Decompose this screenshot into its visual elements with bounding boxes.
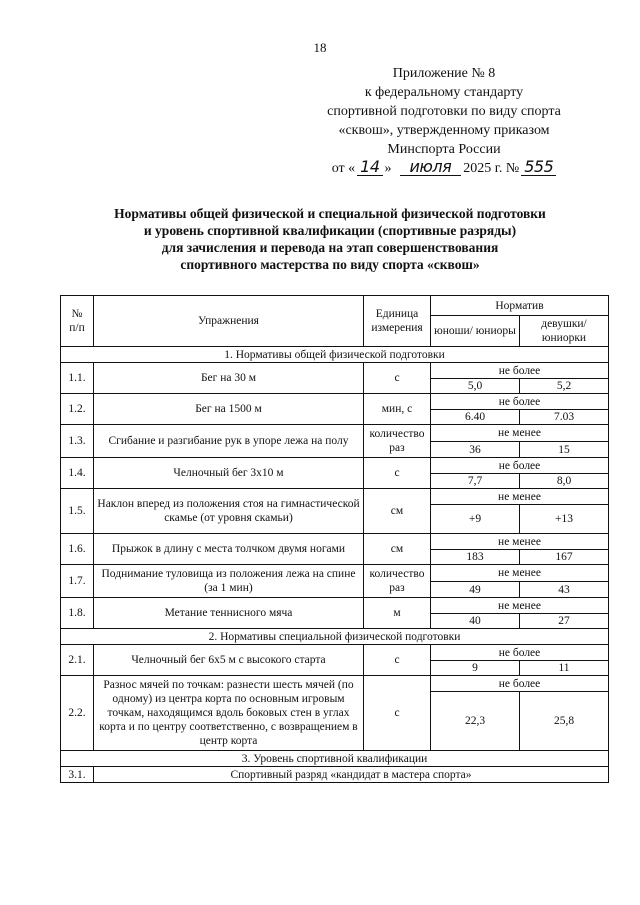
value-boys: 5,0 — [431, 379, 520, 394]
heading-line2: и уровень спортивной квалификации (спортивные разряды) — [143, 223, 517, 238]
table-row — [61, 565, 609, 582]
section-1-title: 1. Нормативы общей физической подготовки — [61, 347, 609, 363]
order-date-line — [294, 159, 594, 178]
date-year: 2025 г. № — [463, 161, 520, 176]
row-number: 1.4. — [61, 458, 94, 489]
criterion: не более — [431, 645, 609, 661]
row-number: 2.2. — [61, 676, 94, 751]
date-prefix: от « — [331, 161, 356, 176]
value-boys: 40 — [431, 614, 520, 629]
criterion: не менее — [431, 489, 609, 505]
row-number: 1.1. — [61, 363, 94, 394]
date-mid: » — [384, 161, 392, 176]
table-row — [61, 534, 609, 550]
table-row — [61, 363, 609, 379]
date-day-handwritten: 14 — [357, 159, 382, 176]
criterion: не менее — [431, 565, 609, 582]
appendix-line2: к федеральному стандарту — [364, 85, 524, 100]
value-girls: 27 — [520, 614, 609, 629]
unit-of-measure: с — [364, 645, 431, 676]
value-girls: 15 — [520, 442, 609, 458]
table-row — [61, 645, 609, 661]
appendix-line3: спортивной подготовки по виду спорта — [327, 104, 561, 119]
table-row — [61, 489, 609, 505]
col-header-exercise: Упражнения — [94, 296, 364, 347]
row-number: 1.2. — [61, 394, 94, 425]
value-boys: +9 — [431, 505, 520, 534]
row-number: 1.5. — [61, 489, 94, 534]
col-header-boys: юноши/ юниоры — [431, 316, 520, 347]
unit-of-measure: с — [364, 676, 431, 751]
value-girls: 5,2 — [520, 379, 609, 394]
table-row — [61, 394, 609, 410]
unit-of-measure: мин, с — [364, 394, 431, 425]
unit-of-measure: см — [364, 534, 431, 565]
heading-line3: для зачисления и перевода на этап совершенствования — [161, 240, 499, 255]
unit-of-measure: с — [364, 458, 431, 489]
col-header-unit: Единица измерения — [364, 296, 431, 347]
row-number: 1.8. — [61, 598, 94, 629]
exercise-name: Челночный бег 6x5 м с высокого старта — [94, 645, 364, 676]
col-header-girls: девушки/ юниорки — [520, 316, 609, 347]
exercise-name: Бег на 1500 м — [94, 394, 364, 425]
value-girls: 25,8 — [520, 692, 609, 751]
exercise-name: Сгибание и разгибание рук в упоре лежа на полу — [94, 425, 364, 458]
unit-of-measure: с — [364, 363, 431, 394]
row-number: 1.3. — [61, 425, 94, 458]
criterion: не менее — [431, 534, 609, 550]
exercise-name: Челночный бег 3x10 м — [94, 458, 364, 489]
row-number: 1.7. — [61, 565, 94, 598]
row-number: 3.1. — [61, 767, 94, 783]
appendix-line5: Минспорта России — [387, 142, 501, 157]
value-girls: +13 — [520, 505, 609, 534]
qualification-text: Спортивный разряд «кандидат в мастера спорта» — [94, 767, 609, 783]
exercise-name: Разнос мячей по точкам: разнести шесть мячей (по одному) из центра корта по основным игровым точкам, находящимся вдоль боковых стен в углах корта и по центру соответственно, с возвращением в центр корта — [94, 676, 364, 751]
table-row — [61, 425, 609, 442]
heading-line4: спортивного мастерства по виду спорта «сквош» — [180, 257, 480, 272]
col-header-norm: Норматив — [431, 296, 609, 316]
appendix-line4: «сквош», утвержденному приказом — [338, 123, 550, 138]
document-heading — [60, 205, 600, 273]
exercise-name: Поднимание туловища из положения лежа на спине (за 1 мин) — [94, 565, 364, 598]
criterion: не более — [431, 676, 609, 692]
appendix-block — [294, 64, 594, 178]
unit-of-measure: м — [364, 598, 431, 629]
unit-of-measure: количество раз — [364, 425, 431, 458]
standards-table — [60, 295, 609, 783]
exercise-name: Наклон вперед из положения стоя на гимнастической скамье (от уровня скамьи) — [94, 489, 364, 534]
heading-line1: Нормативы общей физической и специальной физической подготовки — [114, 206, 546, 221]
value-boys: 6.40 — [431, 410, 520, 425]
page-number: 18 — [313, 40, 327, 55]
criterion: не более — [431, 394, 609, 410]
value-boys: 22,3 — [431, 692, 520, 751]
exercise-name: Прыжок в длину с места толчком двумя ногами — [94, 534, 364, 565]
criterion: не менее — [431, 425, 609, 442]
appendix-line1: Приложение № 8 — [392, 66, 496, 81]
unit-of-measure: количество раз — [364, 565, 431, 598]
col-header-number: № п/п — [61, 296, 94, 347]
table-row — [61, 598, 609, 614]
value-boys: 36 — [431, 442, 520, 458]
value-girls: 11 — [520, 661, 609, 676]
order-number-handwritten: 555 — [521, 159, 556, 176]
row-number: 1.6. — [61, 534, 94, 565]
table-row — [61, 458, 609, 474]
value-boys: 49 — [431, 582, 520, 598]
criterion: не менее — [431, 598, 609, 614]
value-boys: 183 — [431, 550, 520, 565]
unit-of-measure: см — [364, 489, 431, 534]
table-row — [61, 676, 609, 692]
row-number: 2.1. — [61, 645, 94, 676]
section-2-title: 2. Нормативы специальной физической подготовки — [61, 629, 609, 645]
value-girls: 7.03 — [520, 410, 609, 425]
value-boys: 7,7 — [431, 474, 520, 489]
value-boys: 9 — [431, 661, 520, 676]
date-month-handwritten: июля — [400, 159, 462, 176]
table-row — [61, 767, 609, 783]
exercise-name: Бег на 30 м — [94, 363, 364, 394]
value-girls: 167 — [520, 550, 609, 565]
value-girls: 8,0 — [520, 474, 609, 489]
section-3-title: 3. Уровень спортивной квалификации — [61, 751, 609, 767]
exercise-name: Метание теннисного мяча — [94, 598, 364, 629]
value-girls: 43 — [520, 582, 609, 598]
criterion: не более — [431, 458, 609, 474]
criterion: не более — [431, 363, 609, 379]
